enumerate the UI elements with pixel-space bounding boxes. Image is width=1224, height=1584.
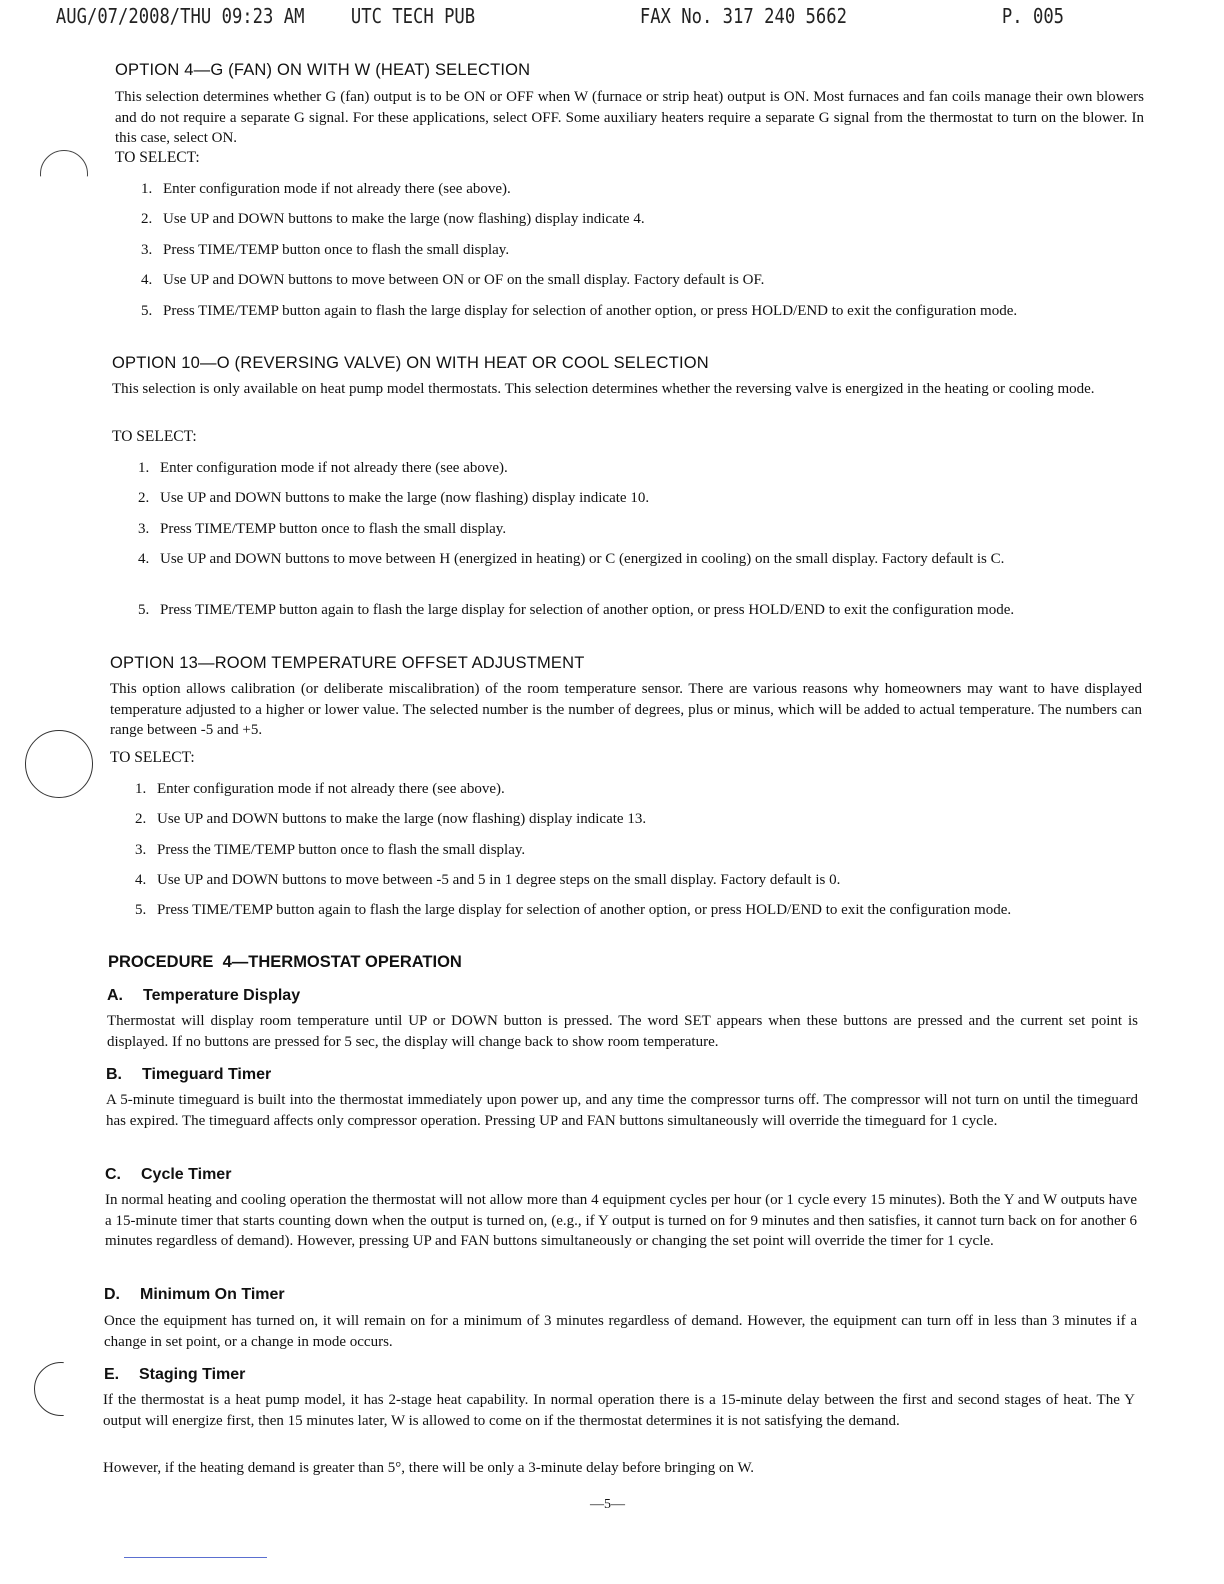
step-number: 3. xyxy=(135,842,147,858)
step-text: Enter configuration mode if not already there (see above). xyxy=(160,460,508,476)
section-d-text: Once the equipment has turned on, it will remain on for a minimum of 3 minutes regardless of demand. However, the equipment can turn off in less than 3 minutes if a change in set point, or a change in mode occurs. xyxy=(104,1313,1137,1350)
step-number: 5. xyxy=(135,902,147,918)
step-text: Press TIME/TEMP button once to flash the small display. xyxy=(160,521,507,537)
divider xyxy=(124,1557,267,1558)
step-number: 1. xyxy=(135,781,147,797)
option10-heading: OPTION 10—O (REVERSING VALVE) ON WITH HEAT OR COOL SELECTION xyxy=(112,354,709,372)
step-number: 4. xyxy=(138,551,150,567)
fax-header xyxy=(0,4,1065,30)
fax-number: FAX No. 317 240 5662 xyxy=(639,4,847,28)
step-text: Press TIME/TEMP button again to flash the large display for selection of another option, or press HOLD/END to exit the configuration mode. xyxy=(160,602,1015,618)
option13-heading: OPTION 13—ROOM TEMPERATURE OFFSET ADJUSTMENT xyxy=(110,654,585,672)
step-number: 2. xyxy=(141,211,153,227)
section-title: Timeguard Timer xyxy=(142,1066,272,1083)
option4-heading: OPTION 4—G (FAN) ON WITH W (HEAT) SELECTION xyxy=(115,61,531,79)
section-e-text: If the thermostat is a heat pump model, it has 2-stage heat capability. In normal operation there is a 15-minute delay between the first and second stages of heat. The Y output will energize first, then 15 minutes later, W is allowed to come on if the thermostat determines it is not satisfying the demand. xyxy=(103,1392,1135,1429)
fax-page: P. 005 xyxy=(1001,4,1065,28)
step-text: Press TIME/TEMP button once to flash the small display. xyxy=(163,242,510,258)
section-title: Staging Timer xyxy=(139,1366,246,1383)
step-text: Use UP and DOWN buttons to make the large (now flashing) display indicate 4. xyxy=(163,211,645,227)
section-c-heading xyxy=(105,1166,231,1184)
section-b-text: A 5-minute timeguard is built into the thermostat immediately upon power up, and any time the compressor turns off. The compressor will not turn on until the timeguard has expired. The timeguard affects only compressor operation. Pressing UP and FAN buttons simultaneously will override the timeguard for 1 cycle. xyxy=(106,1092,1138,1129)
step-number: 4. xyxy=(141,272,153,288)
option4-to-select: TO SELECT: xyxy=(115,149,200,166)
punch-hole-middle xyxy=(25,730,93,798)
section-a-heading xyxy=(107,987,300,1005)
procedure4-heading: PROCEDURE 4—THERMOSTAT OPERATION xyxy=(108,953,462,971)
section-letter: C. xyxy=(105,1166,121,1183)
step-number: 4. xyxy=(135,872,147,888)
section-a-text: Thermostat will display room temperature until UP or DOWN button is pressed. The word SET appears when these buttons are pressed and the current set point is displayed. If no buttons are pressed for 5 sec, the display will change back to show room temperature. xyxy=(107,1013,1138,1050)
step-number: 1. xyxy=(141,181,153,197)
fax-sender: UTC TECH PUB xyxy=(350,4,476,28)
step-number: 3. xyxy=(138,521,150,537)
option10-to-select: TO SELECT: xyxy=(112,428,197,445)
step-text: Use UP and DOWN buttons to make the large (now flashing) display indicate 10. xyxy=(160,490,650,506)
step-number: 1. xyxy=(138,460,150,476)
step-text: Use UP and DOWN buttons to move between H (energized in heating) or C (energized in cooling) on the small display. Factory default is C. xyxy=(160,551,1005,567)
section-title: Temperature Display xyxy=(143,987,301,1004)
section-letter: B. xyxy=(106,1066,122,1083)
section-e-text-2: However, if the heating demand is greater than 5°, there will be only a 3-minute delay before bringing on W. xyxy=(103,1460,755,1476)
option10-description: This selection is only available on heat pump model thermostats. This selection determines whether the reversing valve is energized in the heating or cooling mode. xyxy=(112,381,1095,397)
punch-hole-top xyxy=(40,150,88,198)
section-c-text: In normal heating and cooling operation the thermostat will not allow more than 4 equipment cycles per hour (or 1 cycle every 15 minutes). Both the Y and W outputs have a 15-minute timer that starts counting down when the output is turned on, (e.g., if Y output is turned on for 9 minutes and then satisfies, it cannot turn back on for another 6 minutes regardless of demand). However, pressing UP and FAN buttons simultaneously or changing the set point will override the timer for 1 cycle. xyxy=(105,1192,1137,1249)
step-text: Use UP and DOWN buttons to move between ON or OF on the small display. Factory default is OF. xyxy=(163,272,765,288)
step-number: 2. xyxy=(138,490,150,506)
step-text: Press the TIME/TEMP button once to flash the small display. xyxy=(157,842,526,858)
step-text: Use UP and DOWN buttons to move between -5 and 5 in 1 degree steps on the small display. Factory default is 0. xyxy=(157,872,841,888)
punch-hole-bottom xyxy=(34,1362,88,1416)
step-number: 3. xyxy=(141,242,153,258)
option13-to-select: TO SELECT: xyxy=(110,749,195,766)
fax-date: AUG/07/2008/THU 09:23 AM xyxy=(55,4,305,28)
section-letter: D. xyxy=(104,1286,120,1303)
page-number: —5— xyxy=(590,1497,625,1512)
step-number: 2. xyxy=(135,811,147,827)
step-text: Use UP and DOWN buttons to make the large (now flashing) display indicate 13. xyxy=(157,811,647,827)
step-text: Press TIME/TEMP button again to flash the large display for selection of another option, or press HOLD/END to exit the configuration mode. xyxy=(157,902,1012,918)
step-number: 5. xyxy=(138,602,150,618)
step-number: 5. xyxy=(141,303,153,319)
section-d-heading xyxy=(104,1286,285,1304)
section-title: Cycle Timer xyxy=(141,1166,232,1183)
option13-description: This option allows calibration (or deliberate miscalibration) of the room temperature sensor. There are various reasons why homeowners may want to have displayed temperature adjusted to a higher or lower value. The selected number is the number of degrees, plus or minus, which will be added to actual temperature. The numbers can range between -5 and +5. xyxy=(110,681,1142,738)
step-text: Press TIME/TEMP button again to flash the large display for selection of another option, or press HOLD/END to exit the configuration mode. xyxy=(163,303,1018,319)
section-letter: A. xyxy=(107,987,123,1004)
option4-description: This selection determines whether G (fan) output is to be ON or OFF when W (furnace or strip heat) output is ON. Most furnaces and fan coils manage their own blowers and do not require a separate G signal. For these applications, select OFF. Some auxiliary heaters require a separate G signal from the thermostat to turn on the blower. In this case, select ON. xyxy=(115,89,1144,146)
section-b-heading xyxy=(106,1066,271,1084)
section-letter: E. xyxy=(104,1366,120,1383)
step-text: Enter configuration mode if not already there (see above). xyxy=(157,781,505,797)
section-e-heading xyxy=(104,1366,245,1384)
section-title: Minimum On Timer xyxy=(140,1286,285,1303)
step-text: Enter configuration mode if not already there (see above). xyxy=(163,181,511,197)
